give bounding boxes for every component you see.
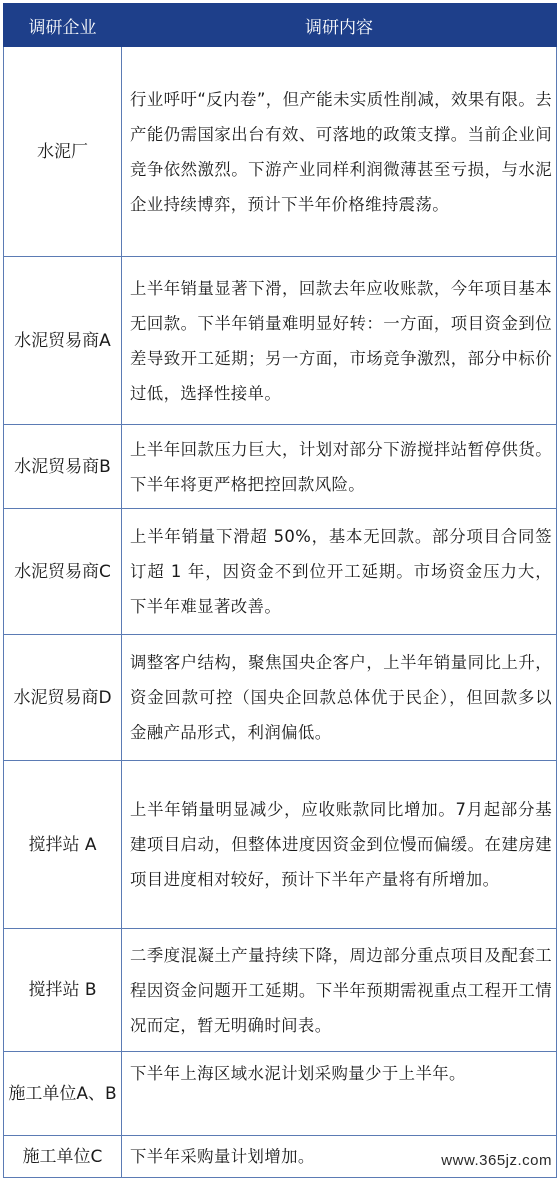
company-cell [4,47,122,257]
column-header-content: 调研内容 [122,4,557,47]
site-watermark: www.365jz.com [441,1152,552,1169]
company-name: 水泥贸易商C [14,561,111,582]
company-name: 施工单位A、B [8,1083,117,1104]
content-cell: 上半年销量下滑超 50%，基本无回款。部分项目合同签订超 1 年，因资金不到位开工延期。市场资金压力大，下半年难显著改善。 [122,509,557,635]
table-row [4,1052,557,1136]
content-cell: 下半年采购量计划增加。 [122,1136,557,1178]
column-header-company: 调研企业 [4,4,122,47]
company-cell [4,635,122,761]
company-name: 施工单位C [22,1146,103,1167]
table-row [4,47,557,257]
content-cell: 二季度混凝土产量持续下降，周边部分重点项目及配套工程因资金问题开工延期。下半年预期需视重点工程开工情况而定，暂无明确时间表。 [122,929,557,1052]
content-cell: 上半年销量明显减少，应收账款同比增加。7月起部分基建项目启动，但整体进度因资金到位慢而偏缓。在建房建项目进度相对较好，预计下半年产量将有所增加。 [122,761,557,929]
content-cell: 上半年销量显著下滑，回款去年应收账款，今年项目基本无回款。下半年销量难明显好转：一方面，项目资金到位差导致开工延期；另一方面，市场竞争激烈，部分中标价过低，选择性接单。 [122,257,557,425]
company-cell [4,1136,122,1178]
company-cell [4,761,122,929]
content-cell: 下半年上海区域水泥计划采购量少于上半年。 [122,1052,557,1136]
company-cell [4,509,122,635]
table-row [4,257,557,425]
company-name: 搅拌站 A [28,834,97,855]
company-name: 水泥厂 [37,141,88,162]
company-cell [4,1052,122,1136]
company-cell [4,929,122,1052]
survey-table [3,3,557,1178]
company-cell [4,425,122,509]
content-cell: 行业呼吁“反内卷”，但产能未实质性削减，效果有限。去产能仍需国家出台有效、可落地的政策支撑。当前企业间竞争依然激烈。下游产业同样利润微薄甚至亏损，与水泥企业持续博弈，预计下半年价格维持震荡。 [122,47,557,257]
company-name: 水泥贸易商D [13,687,112,708]
table-row [4,425,557,509]
company-name: 搅拌站 B [28,980,97,1000]
table-header-row [4,4,557,47]
content-cell: 调整客户结构，聚焦国央企客户，上半年销量同比上升，资金回款可控（国央企回款总体优于民企），但回款多以金融产品形式，利润偏低。 [122,635,557,761]
table-row [4,929,557,1052]
table-row [4,761,557,929]
table-row [4,509,557,635]
company-name: 水泥贸易商A [14,330,111,351]
table-row [4,635,557,761]
company-name: 水泥贸易商B [14,456,111,477]
company-cell [4,257,122,425]
content-cell: 上半年回款压力巨大，计划对部分下游搅拌站暂停供货。下半年将更严格把控回款风险。 [122,425,557,509]
